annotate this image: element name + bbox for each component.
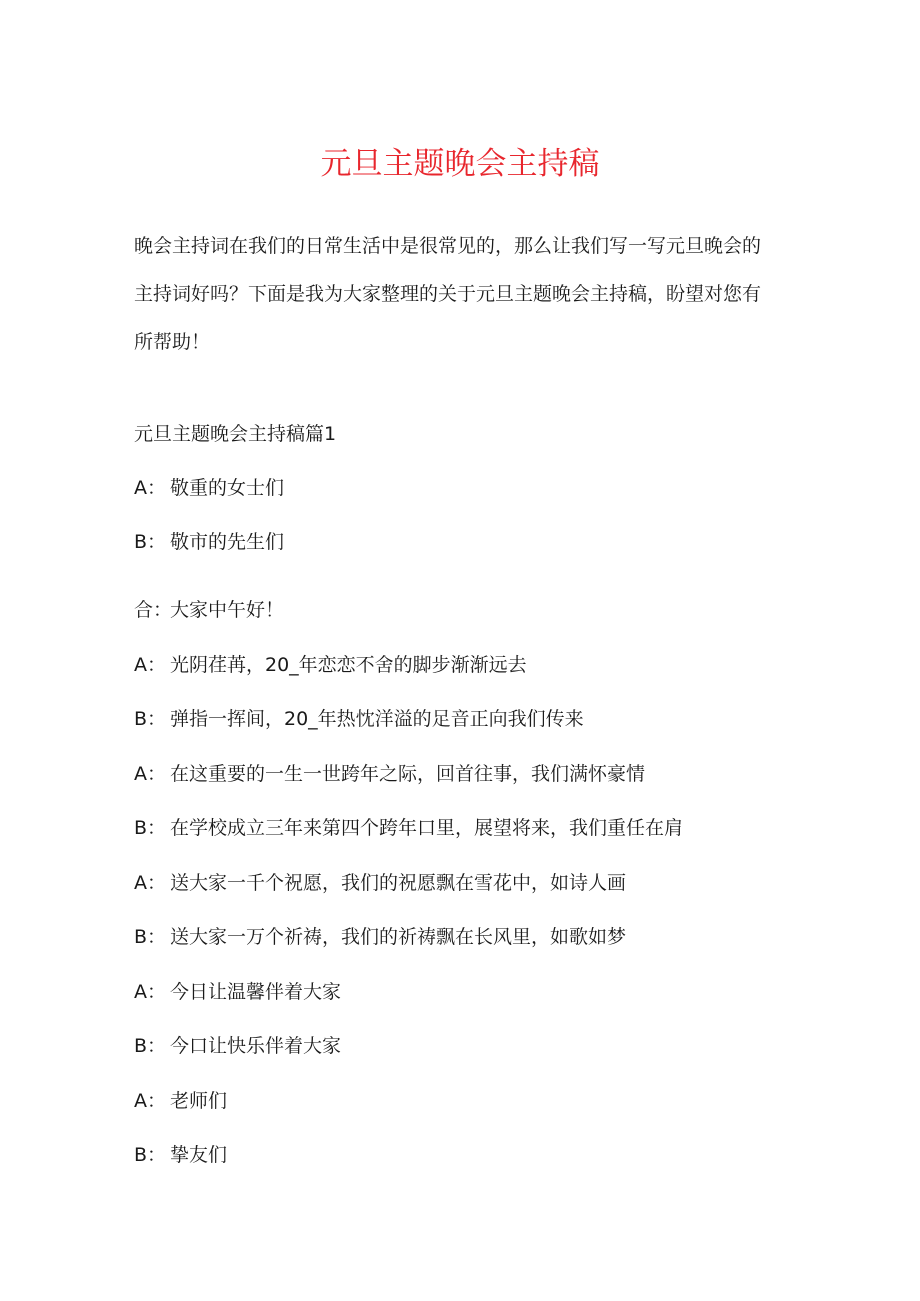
speaker-label: 合： [134,599,173,621]
dialogue-text: 大家中午好！ [170,599,285,621]
intro-line: 晚会主持词在我们的日常生活中是很常见的，那么让我们写一写元旦晚会的 [134,235,762,257]
intro-paragraph [134,222,794,366]
speaker-label: A： [134,654,166,676]
dialogue-text: 光阴荏苒，20_年恋恋不舍的脚步渐渐远去 [170,654,527,676]
dialogue-text: 在学校成立三年来第四个跨年口里，展望将来，我们重任在肩 [170,817,684,839]
speaker-label: B： [134,531,167,553]
intro-line: 所帮助！ [134,331,211,353]
speaker-label: A： [134,1090,166,1112]
speaker-label: B： [134,1144,167,1166]
dialogue-line [134,1032,341,1060]
speaker-label: B： [134,926,167,948]
dialogue-line [134,528,284,556]
dialogue-text: 送大家一千个祝愿，我们的祝愿飘在雪花中，如诗人画 [170,872,627,894]
dialogue-text: 敬重的女士们 [170,477,285,499]
speaker-label: A： [134,872,166,894]
dialogue-line [134,760,645,788]
dialogue-line [134,814,683,842]
dialogue-text: 今日让温馨伴着大家 [170,981,342,1003]
dialogue-text: 敬市的先生们 [170,531,285,553]
dialogue-line [134,978,341,1006]
speaker-label: A： [134,763,166,785]
document-title: 元旦主题晚会主持稿 [320,146,600,182]
dialogue-line [134,705,584,733]
dialogue-text: 弹指一挥间，20_年热忱洋溢的足音正向我们传来 [170,708,584,730]
speaker-label: A： [134,981,166,1003]
dialogue-text: 今口让快乐伴着大家 [170,1035,342,1057]
dialogue-line [134,923,626,951]
dialogue-text: 老师们 [170,1090,228,1112]
dialogue-text: 送大家一万个祈祷，我们的祈祷飘在长风里，如歌如梦 [170,926,627,948]
dialogue-line [134,596,284,624]
dialogue-line [134,651,527,679]
dialogue-text: 挚友们 [170,1144,228,1166]
intro-line: 主持词好吗？下面是我为大家整理的关于元旦主题晚会主持稿，盼望对您有 [134,283,762,305]
dialogue-line [134,1141,227,1169]
dialogue-line [134,869,626,897]
section-heading: 元旦主题晚会主持稿篇1 [134,423,337,445]
speaker-label: B： [134,817,167,839]
speaker-label: B： [134,708,167,730]
dialogue-line [134,1087,227,1115]
speaker-label: A： [134,477,166,499]
dialogue-text: 在这重要的一生一世跨年之际，回首往事，我们满怀豪情 [170,763,646,785]
dialogue-line [134,474,284,502]
speaker-label: B： [134,1035,167,1057]
